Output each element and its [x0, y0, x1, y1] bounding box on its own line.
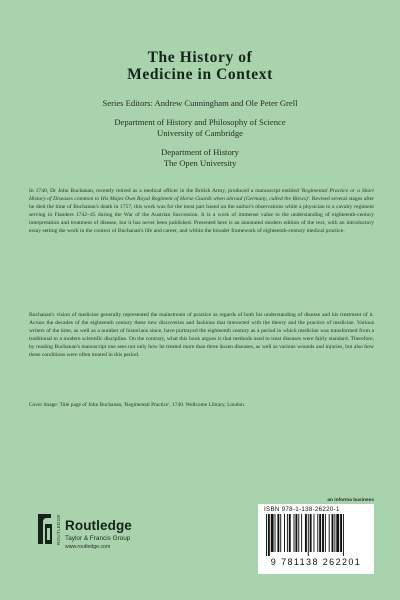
barcode-icon	[264, 514, 368, 556]
informa-tagline: an informa business	[327, 498, 374, 503]
barcode-bar	[277, 514, 279, 552]
department-open-university	[0, 147, 400, 168]
department-cambridge-line2: University of Cambridge	[157, 127, 243, 138]
department-open-university-line2: The Open University	[163, 157, 237, 168]
series-title-line2: Medicine in Context	[127, 66, 273, 83]
barcode-bar	[294, 514, 295, 552]
barcode-bar	[287, 514, 288, 552]
department-cambridge-line1: Department of History and Philosophy of Science	[114, 117, 286, 127]
cover-image-credit: Cover image: Title page of John Buchanan, 'Regimental Practice', 1740. Wellcome Library, London.	[29, 402, 246, 408]
barcode-bar	[336, 514, 339, 552]
barcode-bar	[305, 514, 307, 552]
barcode-bar	[298, 514, 299, 552]
barcode-bar	[266, 514, 267, 556]
routledge-emblem-icon	[35, 512, 55, 546]
barcode-bar	[334, 514, 335, 552]
barcode-block	[258, 498, 374, 574]
barcode-bar	[322, 514, 324, 552]
barcode-bar	[325, 514, 326, 552]
blurb-p1-text-a: In 1740, Dr John Buchanan, recently retired as a medical officer in the British Army, produced a manuscript entitled	[29, 188, 301, 194]
department-open-university-line1: Department of History	[161, 147, 239, 157]
barcode-bar	[308, 514, 309, 556]
series-title	[0, 49, 400, 83]
series-title-line1: The History of	[147, 49, 253, 66]
barcode-bar	[284, 514, 285, 552]
barcode-bar	[301, 514, 302, 552]
barcode-digits: 9 781138 262201	[270, 557, 362, 567]
barcode-bar	[332, 514, 334, 552]
blurb-p1-text-b: . Revised several stages after he died the time of Buchanan's death in 1757, this work was for the most part based on the author's observations while a physician to a cavalry regiment serving in Flanders 1742–45 during the War of the Austrian Succession. It is a work of immense value to the understanding of eighteenth-century interpretation and treatment of disease, but it has never been published. Presented here is an annotated modern edition of the text, with an introductory essay setting the work in the context of Buchanan's life and career, and within the broader framework of eighteenth-century medical practice.	[29, 196, 374, 235]
barcode-bar	[343, 514, 344, 556]
barcode-bar	[317, 514, 318, 552]
blurb-p1-manuscript-title: 'Regimental Practice or a Short History of Diseases common to His Majes Own Royal Regiment of Horse Guards when abroad (Germany, called the Blews)'	[29, 188, 374, 203]
blurb-paragraph-1	[29, 187, 374, 236]
barcode-bar	[271, 514, 274, 552]
barcode-bar	[289, 514, 291, 552]
barcode-bar	[295, 514, 297, 552]
barcode-bar	[310, 514, 312, 552]
barcode-bar	[268, 514, 270, 556]
series-editors: Series Editors: Andrew Cunningham and Ole Peter Grell	[102, 98, 298, 108]
publisher-logo	[35, 512, 195, 572]
publisher-url: www.routledge.com	[65, 544, 111, 550]
publisher-name: Routledge	[65, 518, 132, 533]
barcode-bar	[340, 514, 342, 552]
isbn-label: ISBN 978-1-138-26220-1	[264, 506, 340, 513]
department-cambridge	[0, 117, 400, 138]
publisher-group: Taylor & Francis Group	[65, 535, 131, 542]
publisher-vertical-wordmark: ROUTLEDGE	[56, 514, 61, 546]
barcode-bar	[275, 514, 276, 552]
barcode-bar	[280, 514, 281, 552]
barcode-bar	[314, 514, 315, 552]
blurb-paragraph-2: Buchanan's vision of medicine generally represented the mainstream of practice as regards of both his understanding of disease and his treatment of it. Across the decades of the eighteenth century these new discoveries and fashions that interacted with the theory and the practice of medicine. Various writers of the time, as well as a number of historians since, have portrayed the eighteenth century as a period in which medicine was transformed from a traditional to a modern scientific discipline. On the contrary, what this book argues is that methods used to treat diseases were fairly standard. Therefore, by reading Buchanan's manuscript one sees not only how he treated more than three dozen diseases, as well as various wounds and injuries, but also how these conditions were often treated in this period.	[29, 312, 374, 359]
barcode-bar	[319, 514, 321, 552]
barcode-bar	[329, 514, 330, 552]
